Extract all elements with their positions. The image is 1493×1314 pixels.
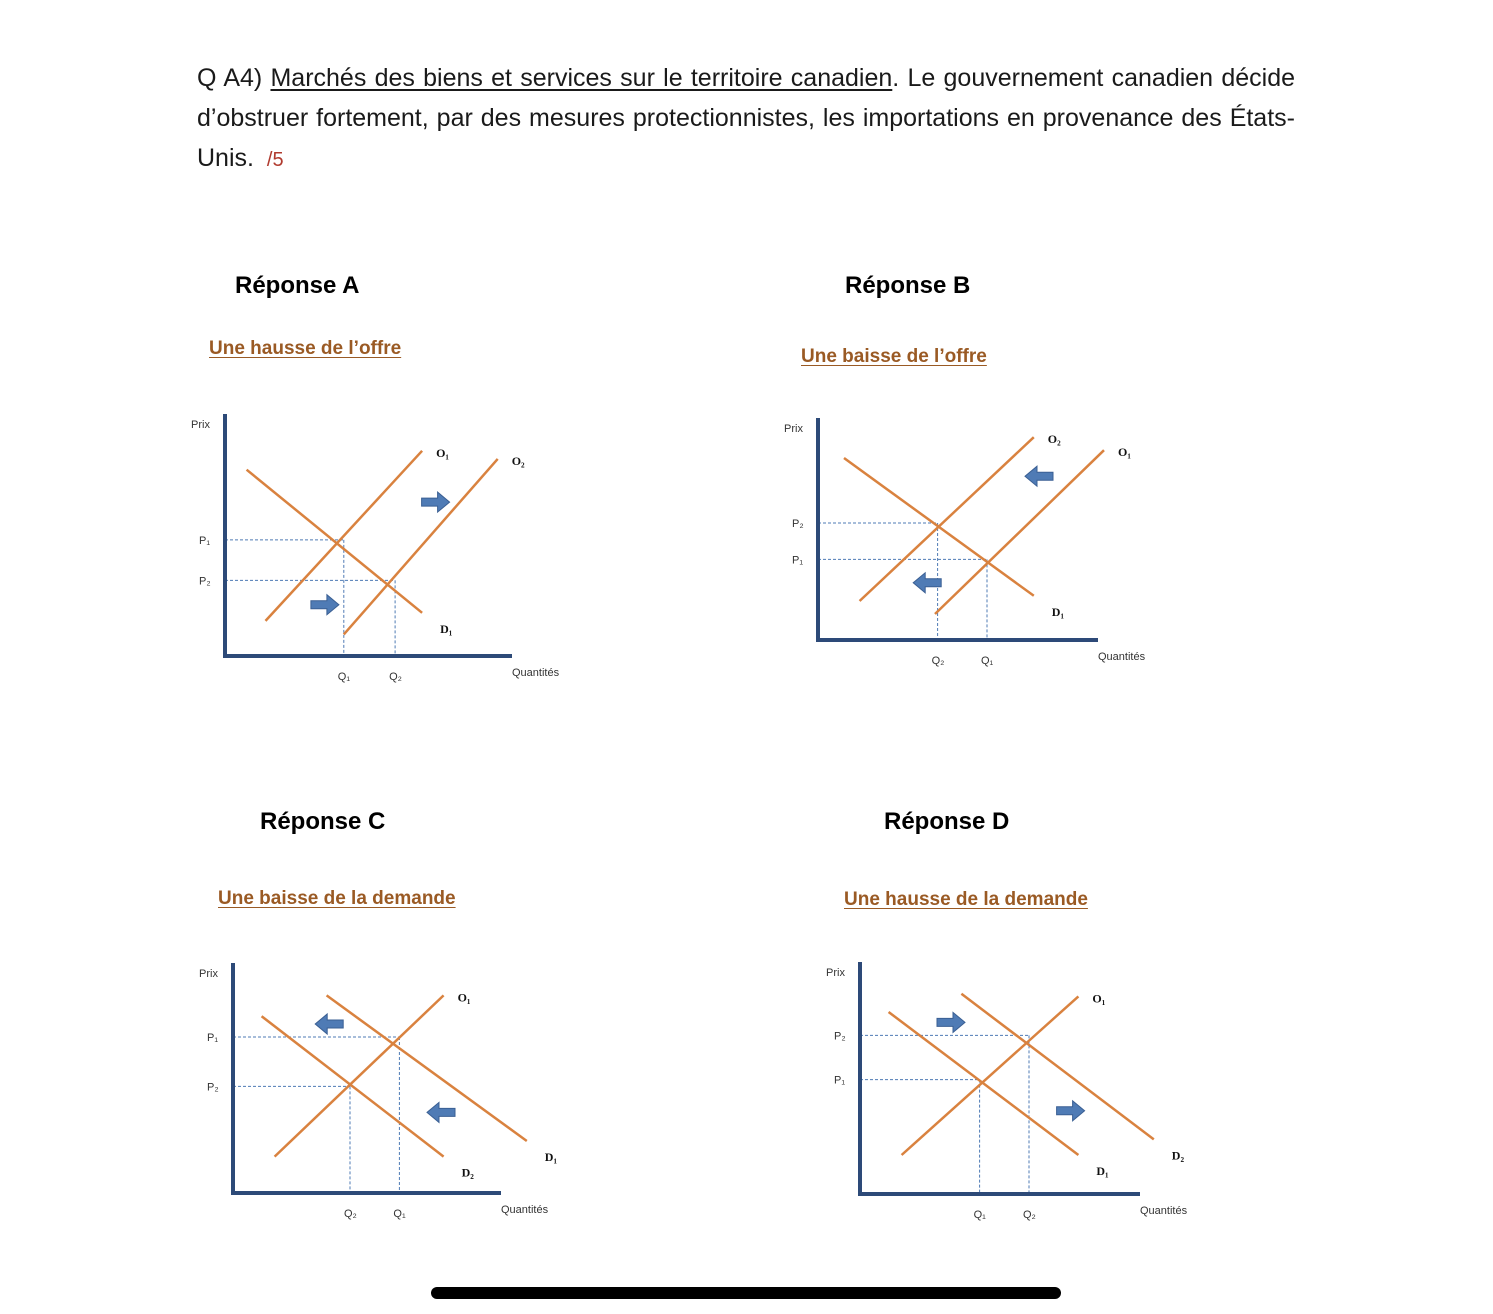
price-tick-label: P₁ [792,554,804,567]
shift-arrow-right-icon [422,492,450,512]
x-axis-label: Quantités [1098,651,1146,663]
quantity-tick-label: Q₂ [344,1208,357,1220]
quantity-tick-label: Q₁ [337,671,351,683]
curve-d1 [327,995,527,1141]
x-axis-label: Quantités [501,1204,549,1216]
curve-label-o2: O₂ [1047,432,1061,447]
shift-arrow-left-icon [1025,466,1053,486]
curve-label-o1: O₁ [1118,445,1131,460]
curve-label-d2: D₂ [461,1165,474,1180]
response-a-title: Réponse A [235,272,360,299]
home-indicator[interactable] [431,1287,1061,1299]
graph-response-d [820,958,1220,1223]
response-b-title: Réponse B [845,272,971,299]
price-tick-label: P₁ [199,534,211,547]
shift-arrow-right-icon [1057,1101,1085,1121]
quantity-tick-label: Q₁ [973,1209,986,1221]
curve-label-o1: O₁ [457,990,471,1005]
price-tick-label: P₂ [199,575,211,588]
quantity-tick-label: Q₁ [981,655,994,667]
curve-label-o1: O₁ [436,445,450,460]
shift-arrow-left-icon [913,573,941,593]
curve-label-d1: D₁ [544,1150,558,1164]
score-label: /5 [266,149,284,171]
graph-response-a [185,410,585,695]
question-text [197,58,1295,180]
response-c-title: Réponse C [260,808,386,835]
price-tick-label: P₂ [207,1081,219,1094]
curve-label-o1: O₁ [1092,991,1106,1006]
curve-label-d1: D₁ [1096,1164,1109,1178]
curve-d1 [844,458,1034,596]
quantity-tick-label: Q₂ [1023,1209,1036,1221]
y-axis-label: Prix [199,968,218,980]
curve-label-d1: D₁ [1051,604,1065,619]
curve-d1 [247,470,423,613]
price-tick-label: P₁ [207,1032,219,1044]
quantity-tick-label: Q₂ [389,671,402,683]
curve-o2 [344,459,498,635]
question-body: . Le gouvernement canadien décide d’obstruer fortement, par des mesures protectionnistes, les importations en provenance des États-Unis. [197,64,1295,172]
response-d-title: Réponse D [884,808,1010,835]
curve-o1 [902,996,1079,1155]
curve-label-d2: D₂ [1171,1148,1185,1163]
price-tick-label: P₂ [792,518,804,530]
quantity-tick-label: Q₂ [931,655,945,667]
response-b-subtitle: Une baisse de l’offre [801,346,987,367]
graph-response-c [195,958,575,1223]
question-topic: Marchés des biens et services sur le territoire canadien [270,64,893,92]
x-axis-label: Quantités [512,667,560,679]
graph-response-b [778,412,1178,677]
y-axis-label: Prix [826,967,845,979]
shift-arrow-left-icon [427,1102,455,1122]
price-tick-label: P₂ [834,1030,846,1043]
y-axis-label: Prix [191,419,210,431]
curve-o1 [935,450,1104,614]
curve-d1 [889,1012,1079,1155]
y-axis-label: Prix [784,423,803,435]
curve-label-o2: O₂ [511,453,525,468]
shift-arrow-right-icon [937,1012,965,1032]
curve-label-d1: D₁ [440,621,453,636]
quantity-tick-label: Q₁ [393,1208,406,1220]
shift-arrow-right-icon [311,595,339,615]
x-axis-label: Quantités [1140,1205,1188,1217]
price-tick-label: P₁ [834,1074,846,1087]
response-c-subtitle: Une baisse de la demande [218,888,456,909]
question-number: Q A4) [197,64,263,92]
response-d-subtitle: Une hausse de la demande [844,889,1088,910]
response-a-subtitle: Une hausse de l’offre [209,338,402,359]
shift-arrow-left-icon [315,1014,343,1034]
